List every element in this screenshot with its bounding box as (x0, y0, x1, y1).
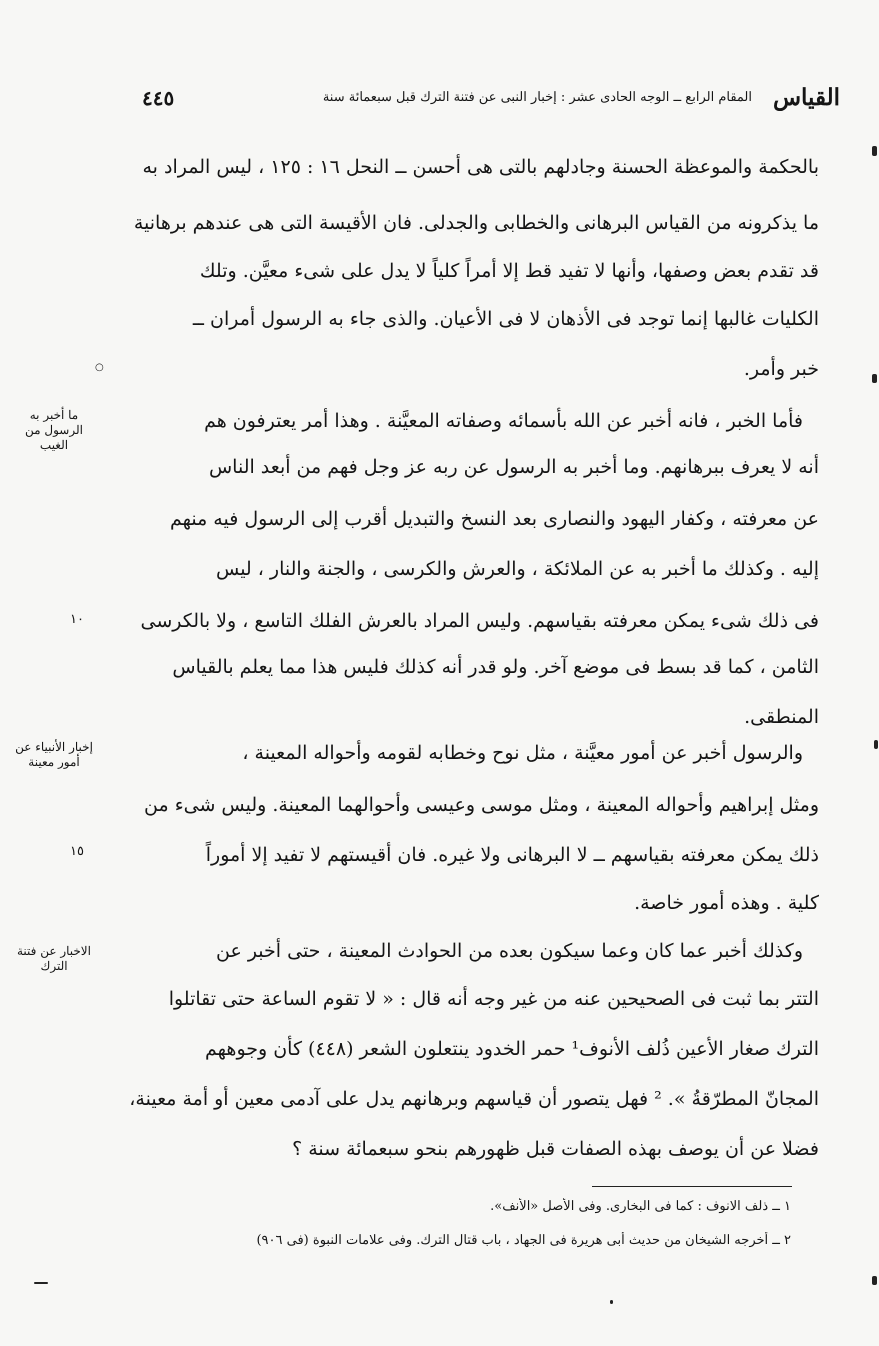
text-line: إليه . وكذلك ما أخبر به عن الملائكة ، والعرش والكرسى ، والجنة والنار ، ليس (215, 558, 819, 580)
margin-note: إخبار الأنبياء عن أمور معينة (15, 740, 93, 769)
margin-note: ما أخبر به الرسول من الغيب (25, 408, 83, 452)
text-line: قد تقدم بعض وصفها، وأنها لا تفيد قط إلا أمراً كلياً لا يدل على شىء معيَّن. وتلك (199, 260, 819, 282)
text-line: ومثل إبراهيم وأحواله المعينة ، ومثل موسى وعيسى وأحوالهما المعينة. وليس شىء من (144, 794, 819, 816)
scan-mark (34, 1282, 48, 1284)
text-line: الثامن ، كما قد بسط فى موضع آخر. ولو قدر أنه كذلك فليس هذا مما يعلم بالقياس (172, 656, 819, 678)
text-line: خبر وأمر. (743, 358, 819, 380)
text-line: وكذلك أخبر عما كان وعما سيكون بعده من الحوادث المعينة ، حتى أخبر عن (215, 940, 803, 962)
footnote: ١ ــ ذلف الانوف : كما فى البخارى. وفى الأصل «الأنف». (490, 1199, 791, 1214)
text-line: عن معرفته ، وكفار اليهود والنصارى بعد النسخ والتبديل أقرب إلى الرسول فيه منهم (169, 508, 819, 530)
text-line: ما يذكرونه من القياس البرهانى والخطابى والجدلى. فان الأقيسة التى هى عندهم برهانية (133, 212, 819, 234)
text-line: الترك صغار الأعين ذُلف الأنوف¹ حمر الخدود ينتعلون الشعر (٤٤٨) كأن وجوههم (205, 1038, 819, 1060)
text-line: والرسول أخبر عن أمور معيَّنة ، مثل نوح وخطابه لقومه وأحواله المعينة ، (242, 742, 803, 764)
text-line: فى ذلك شىء يمكن معرفته بقياسهم. وليس المراد بالعرش الفلك التاسع ، ولا بالكرسى (140, 610, 819, 632)
text-line: فأما الخبر ، فانه أخبر عن الله بأسمائه وصفاته المعيَّنة . وهذا أمر يعترفون هم (204, 410, 803, 432)
scan-mark (872, 374, 877, 383)
page-header (130, 84, 840, 118)
text-line: بالحكمة والموعظة الحسنة وجادلهم بالتى هى أحسن ــ النحل ١٦ : ١٢٥ ، ليس المراد به (142, 156, 819, 178)
text-line: الكليات غالبها إنما توجد فى الأذهان لا فى الأعيان. والذى جاء به الرسول أمران ــ (192, 308, 819, 330)
scan-mark (874, 740, 878, 749)
scan-mark (872, 1276, 877, 1285)
scan-mark (872, 146, 877, 156)
line-marker-dot: ○ (95, 362, 104, 373)
margin-note: الاخبار عن فتنة الترك (16, 944, 91, 973)
text-line: التتر بما ثبت فى الصحيحين عنه من غير وجه أنه قال : « لا تقوم الساعة حتى تقاتلوا (168, 988, 819, 1010)
text-line: المجانّ المطرّقةُ ». ² فهل يتصور أن قياسهم وبرهانهم يدل على آدمى معين أو أمة معينة، (129, 1088, 819, 1110)
footnote: ٢ ــ أخرجه الشيخان من حديث أبى هريرة فى الجهاد ، باب قتال الترك. وفى علامات النبوة (فى ٩٠٦) (256, 1233, 791, 1248)
text-line: المنطقى. (744, 706, 819, 728)
text-line: فضلا عن أن يوصف بهذه الصفات قبل ظهورهم بنحو سبعمائة سنة ؟ (292, 1138, 819, 1160)
footnote-rule (592, 1186, 792, 1187)
book-title: القياس (772, 84, 840, 111)
line-number: ١٥ (70, 844, 84, 859)
text-line: أنه لا يعرف ببرهانهم. وما أخبر به الرسول عن ربه عز وجل فهم من أبعد الناس (208, 456, 819, 478)
text-line: كلية . وهذه أمور خاصة. (634, 892, 819, 914)
line-number: ١٠ (70, 612, 84, 627)
scan-mark (610, 1300, 613, 1304)
text-line: ذلك يمكن معرفته بقياسهم ــ لا البرهانى ولا غيره. فان أقيستهم لا تفيد إلا أموراً (205, 844, 819, 866)
page-number: ٤٤٥ (142, 86, 175, 110)
running-title: المقام الرابع ــ الوجه الحادى عشر : إخبار النبى عن فتنة الترك قبل سبعمائة سنة (322, 90, 752, 105)
